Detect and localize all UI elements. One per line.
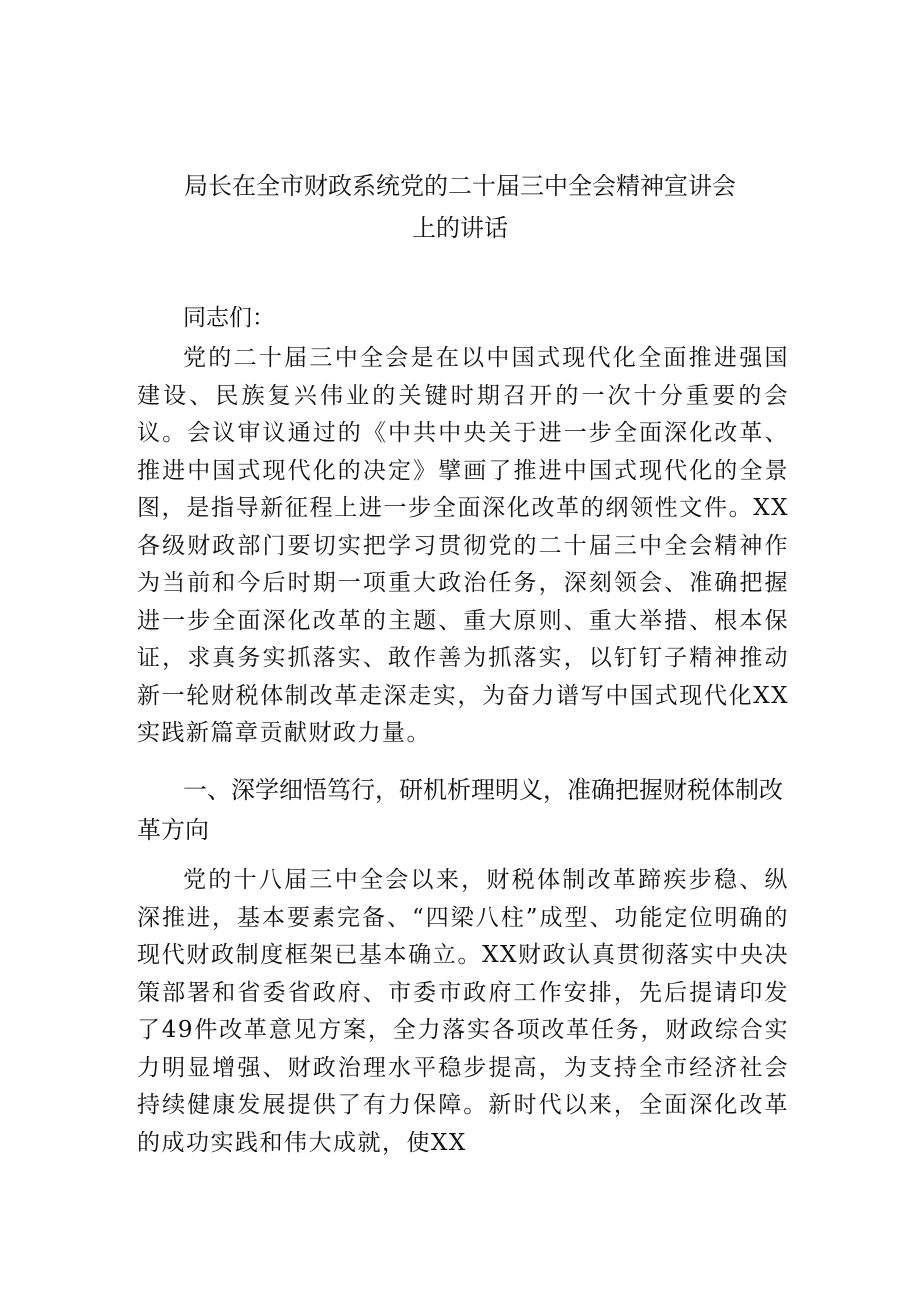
- paragraph-1: 党的二十届三中全会是在以中国式现代化全面推进强国建设、民族复兴伟业的关键时期召开的一次十分重要的会议。会议审议通过的《中共中央关于进一步全面深化改革、推进中国式现代化的决定》擘画了推进中国式现代化的全景图，是指导新征程上进一步全面深化改革的纲领性文件。XX各级财政部门要切实把学习贯彻党的二十届三中全会精神作为当前和今后时期一项重大政治任务，深刻领会、准确把握进一步全面深化改革的主题、重大原则、重大举措、根本保证，求真务实抓落实、敢作善为抓落实，以钉钉子精神推动新一轮财税体制改革走深走实，为奋力谱写中国式现代化XX实践新篇章贡献财政力量。: [137, 345, 789, 746]
- paragraph-2: 党的十八届三中全会以来，财税体制改革蹄疾步稳、纵深推进，基本要素完备、“四梁八柱”成型、功能定位明确的现代财政制度框架已基本确立。XX财政认真贯彻落实中央决策部署和省委省政府、市委市政府工作安排，先后提请印发了49件改革意见方案，全力落实各项改革任务，财政综合实力明显增强、财政治理水平稳步提高，为支持全市经济社会持续健康发展提供了有力保障。新时代以来，全面深化改革的成功实践和伟大成就，使XX: [137, 867, 789, 1156]
- salutation: 同志们：: [183, 305, 275, 331]
- document-title-line-2: 上的讲话: [412, 214, 508, 242]
- document-title-line-1: 局长在全市财政系统党的二十届三中全会精神宣讲会: [184, 172, 736, 200]
- section-heading-1: 一、深学细悟笃行，研机析理明义，准确把握财税体制改革方向: [137, 776, 783, 844]
